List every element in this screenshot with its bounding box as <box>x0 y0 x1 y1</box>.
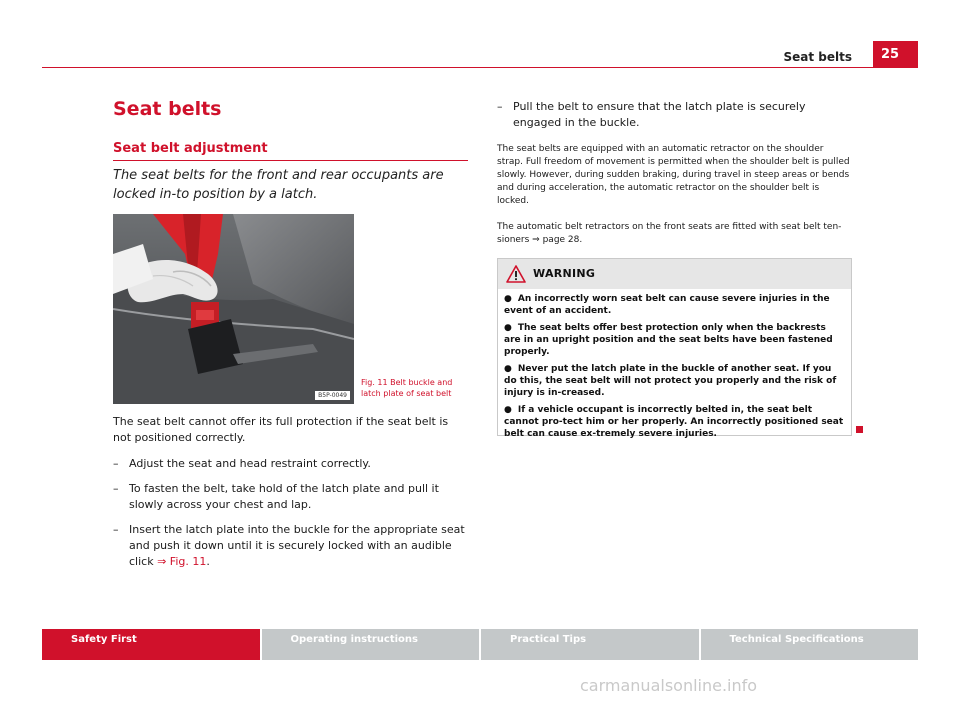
step-text: To fasten the belt, take hold of the latch plate and pull it slowly across your chest and lap. <box>129 482 439 511</box>
warning-text: The seat belts offer best protection only when the backrests are in an upright position and the seat belts have been fastened properly. <box>504 323 833 357</box>
step-text: Pull the belt to ensure that the latch plate is securely engaged in the buckle. <box>513 100 806 129</box>
warning-item <box>504 322 844 358</box>
step-end: . <box>206 555 210 568</box>
figure-caption: Fig. 11 Belt buckle and latch plate of seat belt <box>361 378 453 398</box>
bullet-icon: ● <box>504 294 512 304</box>
bullet-icon: ● <box>504 364 512 374</box>
warning-triangle-icon <box>506 265 526 283</box>
warning-item <box>504 293 844 317</box>
tab-safety-first[interactable]: Safety First <box>42 629 260 660</box>
step-item <box>497 99 857 131</box>
tab-operating-instructions[interactable]: Operating instructions <box>262 629 480 660</box>
step-item <box>113 456 468 472</box>
header-title: Seat belts <box>783 50 852 64</box>
figure-reference-link[interactable]: ⇒ Fig. 11 <box>157 555 207 568</box>
footer-nav <box>42 629 918 660</box>
seat-belt-illustration <box>113 214 354 404</box>
info-paragraph: The seat belts are equipped with an automatic retractor on the shoulder strap. Full freedom of movement is permitted when the shoulder belt is pulled slowly. However, during sudden braking, during travel in steep areas or bends and during acceleration, the automatic retractor on the shoulder belt is locked. <box>497 144 850 206</box>
figure-seat-belt-photo <box>113 214 354 404</box>
warning-item <box>504 404 844 440</box>
warning-list <box>504 293 844 445</box>
info-paragraph-tensioners: The automatic belt retractors on the front seats are fitted with seat belt ten-sioners ⇒ page 28. <box>497 222 842 245</box>
warning-box <box>497 258 852 439</box>
step-text: Adjust the seat and head restraint correctly. <box>129 457 371 470</box>
section-intro: The seat belts for the front and rear occupants are locked in-to position by a latch. <box>113 168 444 202</box>
figure-code: B5P-0049 <box>315 391 350 400</box>
page-number: 25 <box>873 41 918 68</box>
step-item <box>113 481 468 513</box>
step-dash: – <box>113 523 119 536</box>
step-dash: – <box>497 100 503 113</box>
body-paragraph: The seat belt cannot offer its full protection if the seat belt is not positioned correctly. <box>113 415 449 444</box>
header-rule <box>42 67 918 68</box>
warning-text: Never put the latch plate in the buckle of another seat. If you do this, the seat belt will not protect you properly and the risk of injury is in-creased. <box>504 364 837 398</box>
warning-header <box>498 259 851 289</box>
step-dash: – <box>113 482 119 495</box>
bullet-icon: ● <box>504 323 512 333</box>
warning-text: An incorrectly worn seat belt can cause severe injuries in the event of an accident. <box>504 294 830 316</box>
chapter-title: Seat belts <box>113 98 222 120</box>
bullet-icon: ● <box>504 405 512 415</box>
warning-label: WARNING <box>533 267 596 280</box>
warning-text: If a vehicle occupant is incorrectly belted in, the seat belt cannot pro-tect him or her properly. An incorrectly positioned seat belt can cause ex-tremely severe injuries. <box>504 405 844 439</box>
tab-practical-tips[interactable]: Practical Tips <box>481 629 699 660</box>
step-item <box>113 522 468 570</box>
warning-item <box>504 363 844 399</box>
section-title: Seat belt adjustment <box>113 141 268 156</box>
watermark-text: carmanualsonline.info <box>580 676 758 695</box>
step-text: Insert the latch plate into the buckle for the appropriate seat and push it down until it is securely locked with an audible click <box>129 523 465 568</box>
step-dash: – <box>113 457 119 470</box>
section-end-square-icon <box>856 426 863 433</box>
section-rule <box>113 160 468 161</box>
tab-technical-specifications[interactable]: Technical Specifications <box>701 629 919 660</box>
